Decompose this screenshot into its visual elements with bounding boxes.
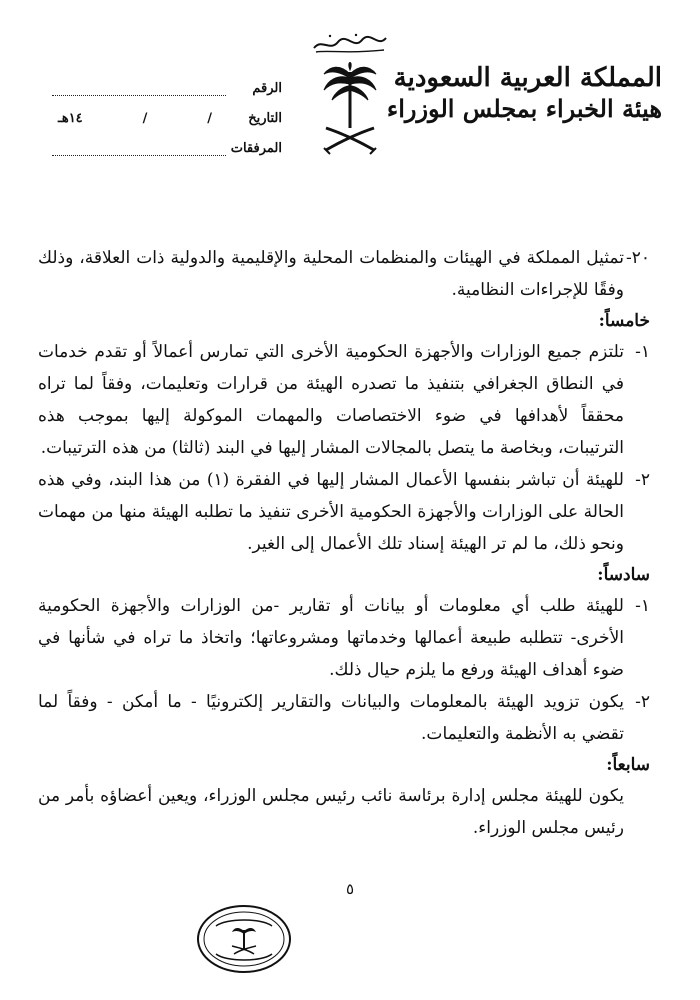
palm-swords-emblem-icon [322, 58, 378, 158]
clause-text: للهيئة أن تباشر بنفسها الأعمال المشار إليها في الفقرة (١) من هذا البند، وفي هذه الحالة على الوزارات والأجهزة الحكومية الأخرى تنفيذ ما تطلبه الهيئة منها من مهمات ونحو ذلك، ما لم تر الهيئة إسناد تلك الأعمال إلى الغير. [38, 470, 624, 554]
attach-line [52, 139, 226, 156]
clause-number: ١- [635, 342, 650, 362]
clause-6-1 [38, 590, 650, 686]
date-sep-1: / [207, 111, 212, 126]
organization-name [386, 62, 662, 124]
section-heading-seventh: سابعاً: [606, 755, 650, 775]
section-heading-fifth: خامساً: [598, 311, 650, 331]
org-line-2: هيئة الخبراء بمجلس الوزراء [386, 94, 662, 123]
clause-number: ٢- [635, 692, 650, 712]
clause-number: ٢- [635, 470, 650, 490]
clause-7: يكون للهيئة مجلس إدارة برئاسة نائب رئيس مجلس الوزراء، ويعين أعضاؤه بأمر من رئيس مجلس الوزراء. [38, 786, 624, 838]
attach-label: المرفقات [230, 141, 282, 156]
date-label: التاريخ [248, 111, 282, 126]
clause-text: تمثيل المملكة في الهيئات والمنظمات المحلية والإقليمية والدولية ذات العلاقة، وذلك وفقًا للإجراءات النظامية. [38, 248, 624, 300]
date-suffix: ١٤هـ [58, 111, 83, 126]
section-heading-sixth: سادساً: [597, 565, 650, 585]
clause-20 [38, 242, 650, 306]
clause-5-1 [38, 336, 650, 464]
ref-row [52, 66, 282, 96]
clause-text: تلتزم جميع الوزارات والأجهزة الحكومية الأخرى التي تمارس أعمالاً أو تقدم خدمات في النطاق الجغرافي بتنفيذ ما تصدره الهيئة من قرارات وتعليمات، وفقاً لما تراه محققاً لأهدافها في ضوء الاختصاصات والمهمات الموكولة إليها بموجب هذه الترتيبات، وبخاصة ما يتصل بالمجالات المشار إليها في البند (ثالثا) من هذه الترتيبات. [38, 342, 624, 458]
clause-number: ١- [635, 596, 650, 616]
letter-meta-fields [52, 66, 282, 156]
clause-text: يكون تزويد الهيئة بالمعلومات والبيانات والتقارير إلكترونيًا - ما أمكن - وفقاً لما تقضي به الأنظمة والتعليمات. [38, 692, 624, 744]
page-number: ٥ [345, 880, 355, 898]
clause-text: للهيئة طلب أي معلومات أو بيانات أو تقارير -من الوزارات والأجهزة الحكومية الأخرى- تتطلبه طبيعة أعمالها وخدماتها ومشروعاتها؛ واتخاذ ما تراه في شأنها في ضوء أهداف الهيئة ورفع ما يلزم حيال ذلك. [38, 596, 624, 680]
official-seal-icon [196, 904, 292, 974]
date-row [52, 96, 282, 126]
date-sep-2: / [142, 111, 148, 126]
basmala-calligraphy [310, 30, 390, 58]
attach-row [52, 126, 282, 156]
ref-label: الرقم [252, 81, 282, 96]
clause-6-2 [38, 686, 650, 750]
document-body [38, 242, 650, 844]
date-value [52, 111, 226, 126]
clause-5-2 [38, 464, 650, 560]
org-line-1: المملكة العربية السعودية [393, 63, 662, 93]
ref-line [52, 79, 226, 96]
clause-number: ٢٠- [625, 248, 650, 268]
